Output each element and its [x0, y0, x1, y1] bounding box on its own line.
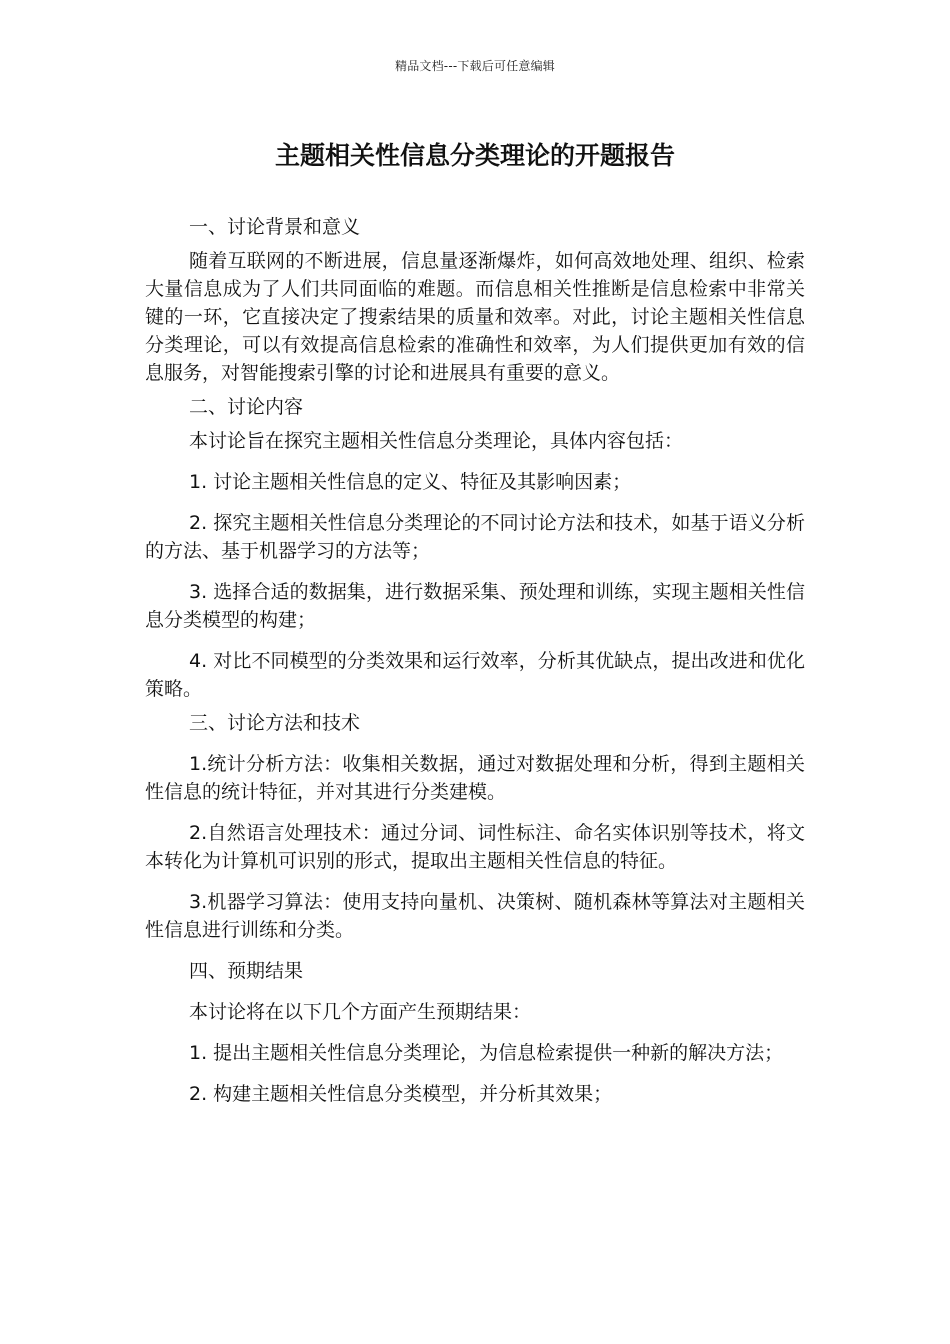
header-note: 精品文档---下载后可任意编辑 — [395, 59, 555, 73]
list-item-content-4: 4. 对比不同模型的分类效果和运行效率，分析其优缺点，提出改进和优化策略。 — [145, 650, 805, 700]
document-title: 主题相关性信息分类理论的开题报告 — [274, 141, 675, 170]
list-item-content-3: 3. 选择合适的数据集，进行数据采集、预处理和训练，实现主题相关性信息分类模型的构建； — [145, 581, 805, 631]
list-item-methods-1: 1.统计分析方法：收集相关数据，通过对数据处理和分析，得到主题相关性信息的统计特征，并对其进行分类建模。 — [145, 753, 805, 803]
document-body — [145, 213, 805, 1121]
paragraph-background: 随着互联网的不断进展，信息量逐渐爆炸，如何高效地处理、组织、检索大量信息成为了人们共同面临的难题。而信息相关性推断是信息检索中非常关键的一环，它直接决定了搜索结果的质量和效率。对此，讨论主题相关性信息分类理论，可以有效提高信息检索的准确性和效率，为人们提供更加有效的信息服务，对智能搜索引擎的讨论和进展具有重要的意义。 — [145, 250, 805, 384]
section-heading-results: 四、预期结果 — [189, 960, 304, 982]
list-item-results-2: 2. 构建主题相关性信息分类模型，并分析其效果； — [189, 1083, 613, 1105]
section-heading-methods: 三、讨论方法和技术 — [189, 712, 361, 734]
paragraph-results-intro: 本讨论将在以下几个方面产生预期结果： — [189, 1001, 532, 1023]
list-item-methods-3: 3.机器学习算法：使用支持向量机、决策树、随机森林等算法对主题相关性信息进行训练和分类。 — [145, 891, 805, 941]
list-item-content-1: 1. 讨论主题相关性信息的定义、特征及其影响因素； — [189, 471, 632, 493]
list-item-methods-2: 2.自然语言处理技术：通过分词、词性标注、命名实体识别等技术，将文本转化为计算机可识别的形式，提取出主题相关性信息的特征。 — [145, 822, 805, 872]
section-heading-background: 一、讨论背景和意义 — [189, 216, 361, 238]
section-heading-content: 二、讨论内容 — [189, 396, 304, 418]
paragraph-content-intro: 本讨论旨在探究主题相关性信息分类理论，具体内容包括： — [189, 430, 684, 452]
list-item-content-2: 2. 探究主题相关性信息分类理论的不同讨论方法和技术，如基于语义分析的方法、基于机器学习的方法等； — [145, 512, 805, 562]
list-item-results-1: 1. 提出主题相关性信息分类理论，为信息检索提供一种新的解决方法； — [189, 1042, 784, 1064]
